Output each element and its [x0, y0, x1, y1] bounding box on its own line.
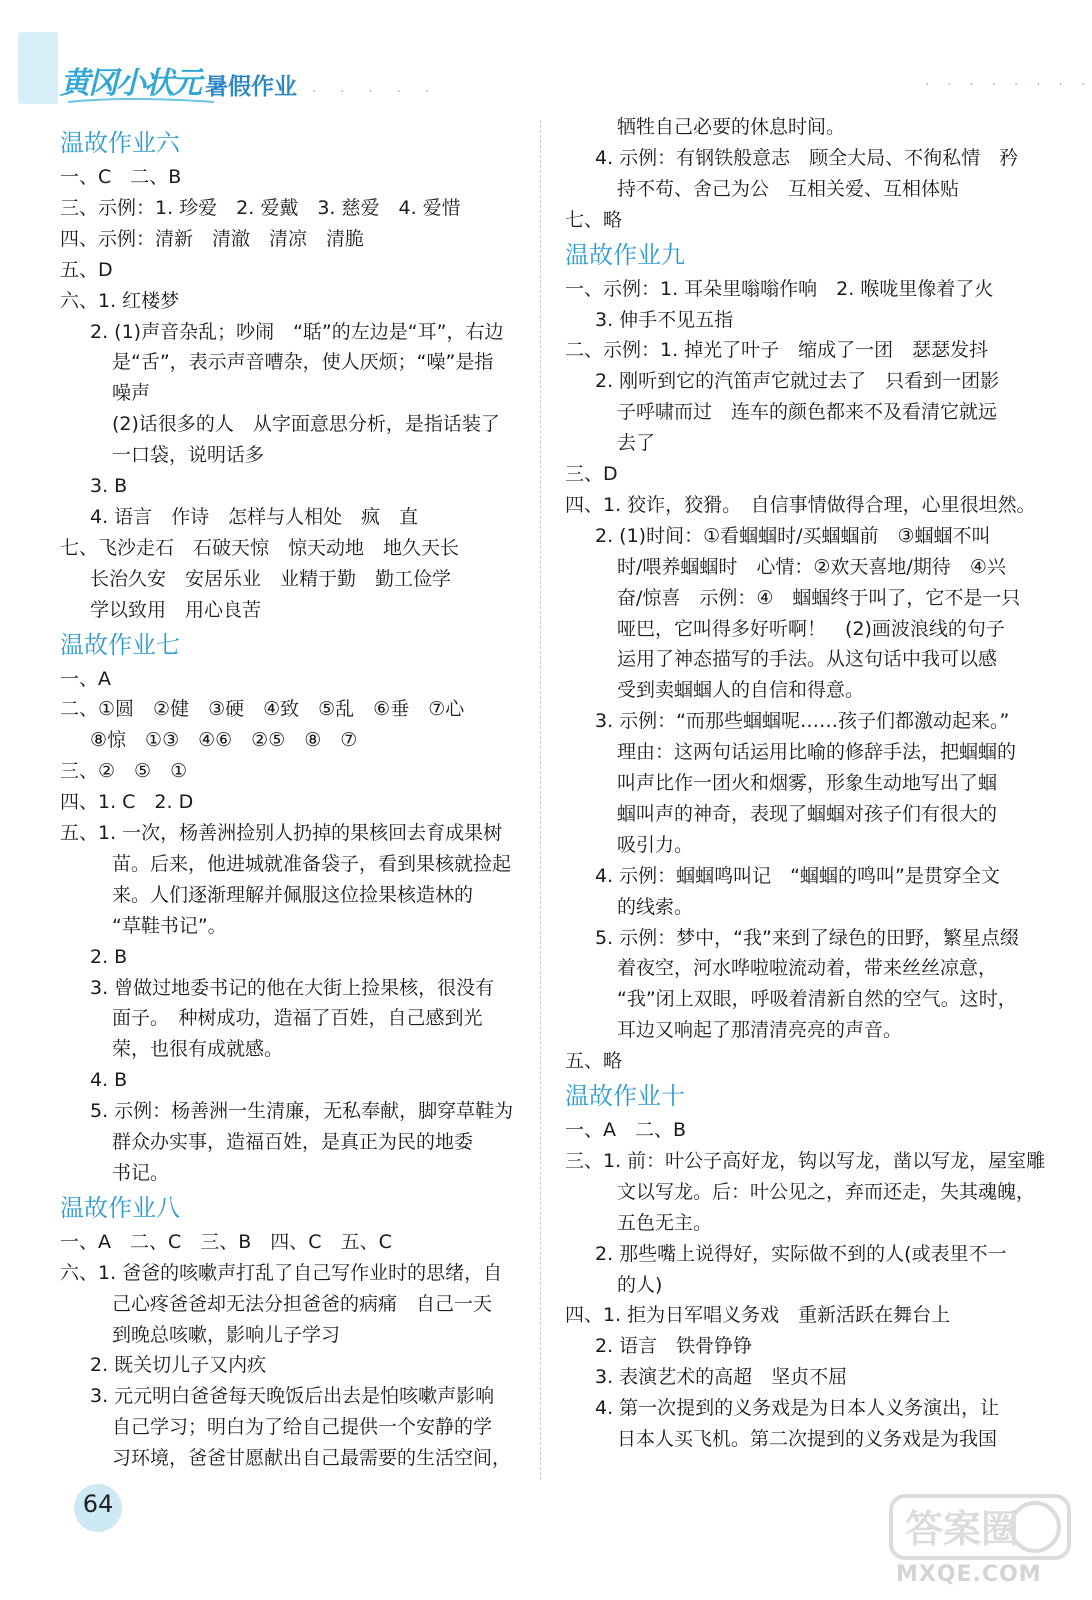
- answer-line: 六、1. 爸爸的咳嗽声打乱了自己写作业时的思绪，自: [60, 1261, 503, 1284]
- answer-line: 己心疼爸爸却无法分担爸爸的病痛 自己一天: [112, 1292, 493, 1315]
- answer-line: 蝈叫声的神奇，表现了蝈蝈对孩子们有很大的: [617, 802, 998, 825]
- section-heading: 温故作业八: [60, 1193, 180, 1222]
- answer-line: 一、A 二、C 三、B 四、C 五、C: [60, 1230, 392, 1253]
- answer-line: 来。人们逐渐理解并佩服这位捡果核造林的: [112, 883, 474, 906]
- answer-line: 2. B: [90, 945, 128, 968]
- answer-line: 一、A: [60, 667, 111, 690]
- answer-line: 一、示例：1. 耳朵里嗡嗡作响 2. 喉咙里像着了火: [565, 277, 994, 300]
- answer-line: 4. 第一次提到的义务戏是为日本人义务演出，让: [595, 1397, 1000, 1420]
- answer-line: 2. 那些嘴上说得好，实际做不到的人(或表里不一: [595, 1242, 1007, 1265]
- answer-line: 五、1. 一次，杨善洲捡别人扔掉的果核回去育成果树: [60, 822, 503, 844]
- column-divider: [540, 120, 541, 1480]
- answer-line: 六、1. 红楼梦: [60, 289, 180, 312]
- answer-line: 面子。 种树成功，造福了百姓，自己感到光: [112, 1007, 483, 1030]
- header-dots-left: · · · · ·: [312, 85, 440, 100]
- answer-line: 五、略: [565, 1050, 623, 1073]
- answer-line: 4. 语言 作诗 怎样与人相处 疯 直: [90, 505, 419, 528]
- header-dots-right: · · · · · · · ·: [925, 78, 1092, 93]
- answer-line: 理由：这两句话运用比喻的修辞手法，把蝈蝈的: [617, 741, 1017, 764]
- answer-line: 奋/惊喜 示例：④ 蝈蝈终于叫了，它不是一只: [617, 586, 1021, 609]
- answer-line: 4. 示例：有钢铁般意志 顾全大局、不徇私情 矜: [595, 146, 1019, 169]
- answer-line: 受到卖蝈蝈人的自信和得意。: [617, 679, 865, 702]
- answer-line: 日本人买飞机。第二次提到的义务戏是为我国: [617, 1428, 998, 1450]
- answer-line: 4. 示例：蝈蝈鸣叫记 “蝈蝈的鸣叫”是贯穿全文: [595, 864, 1000, 887]
- answer-line: 一、C 二、B: [60, 166, 182, 188]
- answer-line: 耳边又响起了那清清亮亮的声音。: [617, 1019, 903, 1042]
- answer-line: 子呼啸而过 连车的颜色都来不及看清它就远: [617, 401, 998, 424]
- answer-line: 四、1. 拒为日军唱义务戏 重新活跃在舞台上: [565, 1304, 951, 1327]
- answer-line: 四、示例：清新 清澈 清凉 清脆: [60, 227, 365, 250]
- answer-line: 5. 示例：杨善洲一生清廉，无私奉献，脚穿草鞋为: [90, 1100, 514, 1123]
- answer-line: 时/喂养蝈蝈时 心情：②欢天喜地/期待 ④兴: [617, 555, 1006, 578]
- answer-line: 三、1. 前：叶公子高好龙，钩以写龙，凿以写龙，屋室雕: [565, 1149, 1046, 1172]
- answer-line: 噪声: [112, 382, 151, 405]
- answer-line: 四、1. 狡诈，狡猾。 自信事情做得合理，心里很坦然。: [565, 493, 1036, 516]
- section-heading: 温故作业六: [60, 129, 180, 157]
- answer-line: 2. 既关切儿子又内疚: [90, 1354, 267, 1377]
- answer-line: 三、示例：1. 珍爱 2. 爱戴 3. 慈爱 4. 爱惜: [60, 196, 461, 219]
- answer-line: 去了: [617, 432, 656, 455]
- brand-swoosh-decoration: [66, 96, 216, 106]
- answer-line: 吸引力。: [617, 833, 694, 856]
- answer-line: 七、略: [565, 208, 623, 231]
- answer-line: 自己学习；明白为了给自己提供一个安静的学: [112, 1416, 493, 1439]
- page-number: 64: [82, 1490, 114, 1518]
- answer-line: 二、①圆 ②健 ③硬 ④致 ⑤乱 ⑥垂 ⑦心: [60, 698, 465, 721]
- answer-line: 2. (1)声音杂乱；吵闹 “聒”的左边是“耳”，右边: [90, 320, 504, 343]
- answer-line: 3. 伸手不见五指: [595, 308, 734, 331]
- answer-line: (2)话很多的人 从字面意思分析，是指话装了: [112, 413, 500, 436]
- answer-line: “我”闭上双眼，呼吸着清新自然的空气。这时，: [617, 988, 1017, 1011]
- answer-line: 书记。: [112, 1161, 170, 1184]
- answer-line: 2. 语言 铁骨铮铮: [595, 1335, 753, 1358]
- answer-line: 运用了神态描写的手法。从这句话中我可以感: [617, 648, 998, 671]
- section-heading: 温故作业十: [565, 1082, 685, 1110]
- section-heading: 温故作业七: [60, 630, 180, 659]
- answer-line: 2. 刚听到它的汽笛声它就过去了 只看到一团影: [595, 370, 1000, 393]
- answer-line: 三、D: [565, 463, 618, 485]
- answer-line: 学以致用 用心良苦: [90, 598, 262, 621]
- answer-line: ⑧惊 ①③ ④⑥ ②⑤ ⑧ ⑦: [90, 729, 358, 752]
- answer-line: 牺牲自己必要的休息时间。: [617, 116, 846, 138]
- answer-line: 文以写龙。后：叶公见之，弃而还走，失其魂魄，: [617, 1180, 1036, 1203]
- answer-line: 是“舌”，表示声音嘈杂，使人厌烦；“噪”是指: [112, 351, 494, 374]
- answer-line: 七、飞沙走石 石破天惊 惊天动地 地久天长: [60, 536, 460, 559]
- answer-line: 2. (1)时间：①看蝈蝈时/买蝈蝈前 ③蝈蝈不叫: [595, 524, 991, 547]
- answer-line: 荣，也很有成就感。: [112, 1038, 284, 1061]
- answer-line: 五色无主。: [617, 1211, 713, 1234]
- answer-line: 持不苟、舍己为公 互相关爱、互相体贴: [617, 177, 960, 200]
- page-header: [0, 0, 1092, 118]
- answer-line: 苗。后来，他进城就准备袋子，看到果核就捡起: [112, 852, 512, 875]
- answer-line: 的线索。: [617, 895, 694, 918]
- answer-line: 4. B: [90, 1069, 128, 1092]
- answer-line: “草鞋书记”。: [112, 914, 227, 937]
- answer-line: 5. 示例：梦中，“我”来到了绿色的田野，繁星点缀: [595, 926, 1019, 949]
- answer-line: 三、② ⑤ ①: [60, 760, 188, 783]
- answer-line: 叫声比作一团火和烟雾，形象生动地写出了蝈: [617, 772, 998, 794]
- answer-line: 四、1. C 2. D: [60, 791, 194, 814]
- answer-line: 二、示例：1. 掉光了叶子 缩成了一团 瑟瑟发抖: [565, 339, 989, 362]
- answer-line: 3. B: [90, 475, 128, 497]
- answer-line: 五、D: [60, 258, 113, 281]
- answer-line: 一口袋，说明话多: [112, 444, 265, 467]
- section-heading: 温故作业九: [565, 240, 685, 269]
- answer-line: 3. 表演艺术的高超 坚贞不屈: [595, 1366, 848, 1389]
- watermark-text: MXQE.COM: [896, 1562, 1042, 1587]
- answer-line: 长治久安 安居乐业 业精于勤 勤工俭学: [90, 567, 452, 590]
- answer-line: 3. 曾做过地委书记的他在大街上捡果核，很没有: [90, 976, 495, 999]
- answer-line: 的人): [617, 1273, 663, 1296]
- brand-logo: 黄冈小状元: [60, 66, 200, 101]
- answer-line: 哑巴，它叫得多好听啊！ (2)画波浪线的句子: [617, 617, 1005, 640]
- header-subtitle: 暑假作业: [205, 74, 297, 100]
- answer-line: 到晚总咳嗽，影响儿子学习: [112, 1323, 341, 1346]
- svg-text:答案圈: 答案圈: [905, 1507, 1020, 1551]
- answer-line: 一、A 二、B: [565, 1119, 687, 1141]
- answer-line: 3. 示例：“而那些蝈蝈呢……孩子们都激动起来。”: [595, 710, 1010, 733]
- answer-line: 3. 元元明白爸爸每天晚饭后出去是怕咳嗽声影响: [90, 1385, 495, 1408]
- answer-line: 群众办实事，造福百姓，是真正为民的地委: [112, 1131, 474, 1153]
- answer-line: 着夜空，河水哗啦啦流动着，带来丝丝凉意，: [617, 957, 998, 980]
- header-color-block: [18, 32, 58, 104]
- answer-line: 习环境，爸爸甘愿献出自己最需要的生活空间，: [112, 1447, 512, 1470]
